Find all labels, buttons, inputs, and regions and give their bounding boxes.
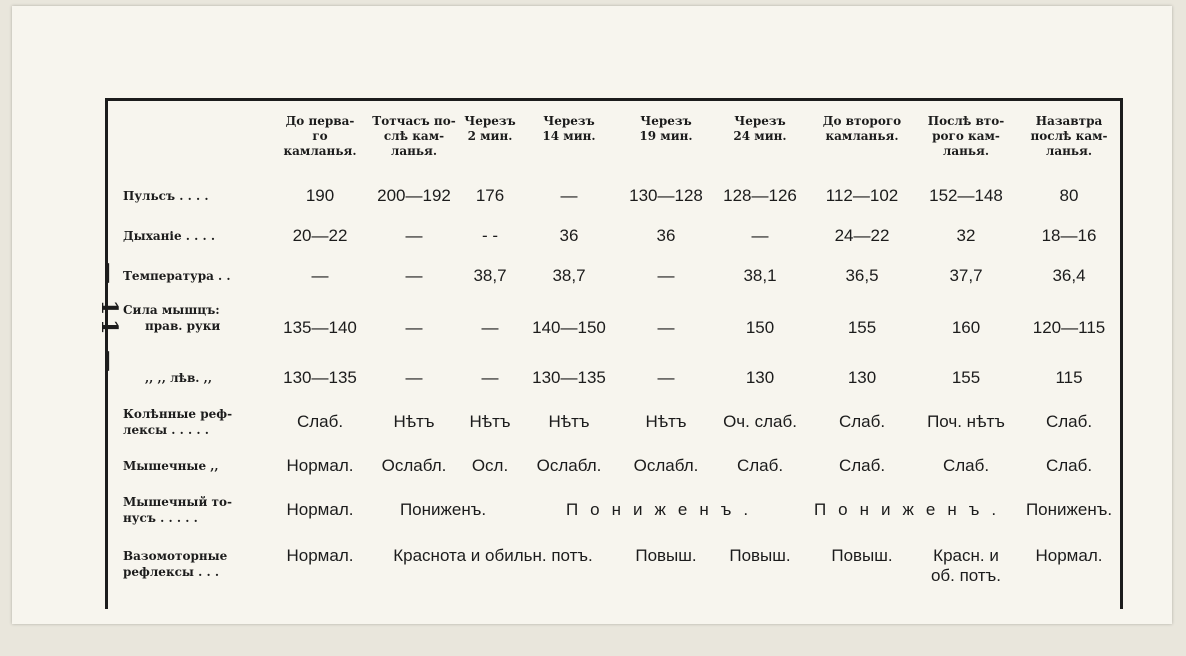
table-cell: Красн. и об. потъ.	[930, 546, 1002, 585]
data-table	[105, 114, 1123, 594]
table-cell: 115	[1055, 368, 1083, 387]
table-cell: Повыш.	[635, 546, 697, 565]
column-header: Послѣ вто- рого кам- ланья.	[927, 114, 1005, 158]
table-cell: —	[481, 318, 499, 337]
table-cell: Краснота и обильн. потъ.	[393, 546, 593, 565]
table-cell: 150	[745, 318, 775, 337]
column-header: До второго камланья.	[822, 114, 902, 143]
table-cell: 140—150	[532, 318, 606, 337]
table-cell: 80	[1059, 186, 1079, 205]
table-cell: 36,4	[1052, 266, 1086, 285]
row-label: Мышечные ,,	[123, 459, 219, 473]
table-cell: Слаб.	[1045, 412, 1093, 431]
column-header: Назавтра послѣ кам- ланья.	[1030, 114, 1108, 158]
row-label: Температура . .	[123, 269, 231, 283]
table-row-left-hand	[105, 358, 1123, 398]
table-cell: 120—115	[1032, 318, 1106, 337]
table-row-vasomotor	[105, 534, 1123, 594]
table-cell: Слаб.	[1045, 456, 1093, 475]
column-header: До перва- го камланья.	[283, 114, 357, 158]
table-cell: Повыш.	[831, 546, 893, 565]
table-cell: —	[405, 318, 423, 337]
table-cell: Ослабл.	[381, 456, 447, 475]
table-cell-empty	[273, 296, 1123, 318]
page-number: — 11 —	[95, 262, 122, 376]
table-cell: 36	[559, 226, 579, 245]
table-cell: 160	[951, 318, 981, 337]
row-label: прав. руки	[145, 319, 221, 333]
table-cell: 130—135	[532, 368, 606, 387]
row-label: Вазомоторные рефлексы . . .	[123, 549, 228, 579]
table-cell: 155	[847, 318, 877, 337]
table-cell: Слаб.	[736, 456, 784, 475]
header-row	[105, 114, 1123, 176]
row-label: Дыханіе . . . .	[123, 229, 216, 243]
table-cell: 38,1	[743, 266, 777, 285]
table-cell: Нормал.	[286, 546, 354, 565]
table-cell: 38,7	[473, 266, 507, 285]
table-cell: Нѣтъ	[645, 412, 687, 431]
table-cell: Поч. нѣтъ	[927, 412, 1005, 431]
table-cell: —	[751, 226, 769, 245]
table-cell: Нормал.	[1035, 546, 1103, 565]
table-cell: 32	[956, 226, 976, 245]
table-cell: 24—22	[834, 226, 890, 245]
table-cell: Пониженъ.	[399, 500, 487, 519]
table-cell: 20—22	[292, 226, 348, 245]
table-row-pulse	[105, 176, 1123, 216]
table-cell: Нѣтъ	[469, 412, 511, 431]
table-cell: 130	[847, 368, 877, 387]
column-header: Черезъ 19 мин.	[639, 114, 693, 143]
table-cell: 18—16	[1041, 226, 1097, 245]
table-row-breathing	[105, 216, 1123, 256]
table-cell: 36	[656, 226, 676, 245]
table-cell: 176	[475, 186, 505, 205]
table-cell: 130—135	[283, 368, 357, 387]
table-cell: Слаб.	[838, 412, 886, 431]
table-cell: 155	[951, 368, 981, 387]
table-cell: Слаб.	[838, 456, 886, 475]
table-cell: Оч. слаб.	[723, 412, 797, 431]
column-header: Черезъ 24 мин.	[733, 114, 787, 143]
table-cell: —	[481, 368, 499, 387]
table-cell: Нормал.	[286, 456, 354, 475]
header-empty	[105, 114, 273, 176]
table-row-knee-reflexes	[105, 398, 1123, 446]
table-cell: —	[311, 266, 329, 285]
table-cell: 200—192	[377, 186, 451, 205]
table-row-muscle-reflexes	[105, 446, 1123, 486]
table-cell: Пониженъ.	[813, 500, 1009, 519]
table-cell: - -	[481, 226, 499, 245]
table-cell: —	[405, 368, 423, 387]
column-header: Черезъ 2 мин.	[464, 114, 516, 143]
table-cell: —	[657, 266, 675, 285]
table-cell: —	[657, 318, 675, 337]
table-cell: 36,5	[845, 266, 879, 285]
table-row-muscle-tone	[105, 486, 1123, 534]
table-cell: Пониженъ.	[1025, 500, 1113, 519]
table-row-muscle-strength	[105, 296, 1123, 318]
table-cell: Нормал.	[286, 500, 354, 519]
table-cell: Ослабл.	[633, 456, 699, 475]
row-label: Колѣнные реф- лексы . . . . .	[123, 407, 233, 437]
column-header: Тотчасъ по- слѣ кам- ланья.	[372, 114, 456, 158]
book-page	[12, 6, 1172, 624]
table-cell: Слаб.	[942, 456, 990, 475]
table-cell: 37,7	[949, 266, 983, 285]
table-cell: 38,7	[552, 266, 586, 285]
table-cell: —	[657, 368, 675, 387]
table-cell: Нѣтъ	[393, 412, 435, 431]
table-row-right-hand	[105, 318, 1123, 358]
table-cell: Пониженъ.	[565, 500, 761, 519]
table-cell: Повыш.	[729, 546, 791, 565]
table-cell: 130	[745, 368, 775, 387]
table-cell: Осл.	[471, 456, 509, 475]
table-cell: 130—128	[629, 186, 703, 205]
table-cell: —	[405, 226, 423, 245]
table-cell: 190	[305, 186, 335, 205]
table-cell: Нѣтъ	[548, 412, 590, 431]
row-label: Сила мышцъ:	[123, 303, 220, 317]
table-cell: Слаб.	[296, 412, 344, 431]
table-cell: 152—148	[929, 186, 1003, 205]
row-label: ,, ,, лѣв. ,,	[145, 371, 213, 385]
table-cell: 135—140	[283, 318, 357, 337]
column-header: Черезъ 14 мин.	[542, 114, 596, 143]
table-cell: 112—102	[825, 186, 899, 205]
table-row-temperature	[105, 256, 1123, 296]
table-cell: —	[560, 186, 578, 205]
table-cell: 128—126	[723, 186, 797, 205]
table-cell: —	[405, 266, 423, 285]
row-label: Мышечный то- нусъ . . . . .	[123, 495, 232, 525]
table-cell: Ослабл.	[536, 456, 602, 475]
row-label: Пульсъ . . . .	[123, 189, 209, 203]
